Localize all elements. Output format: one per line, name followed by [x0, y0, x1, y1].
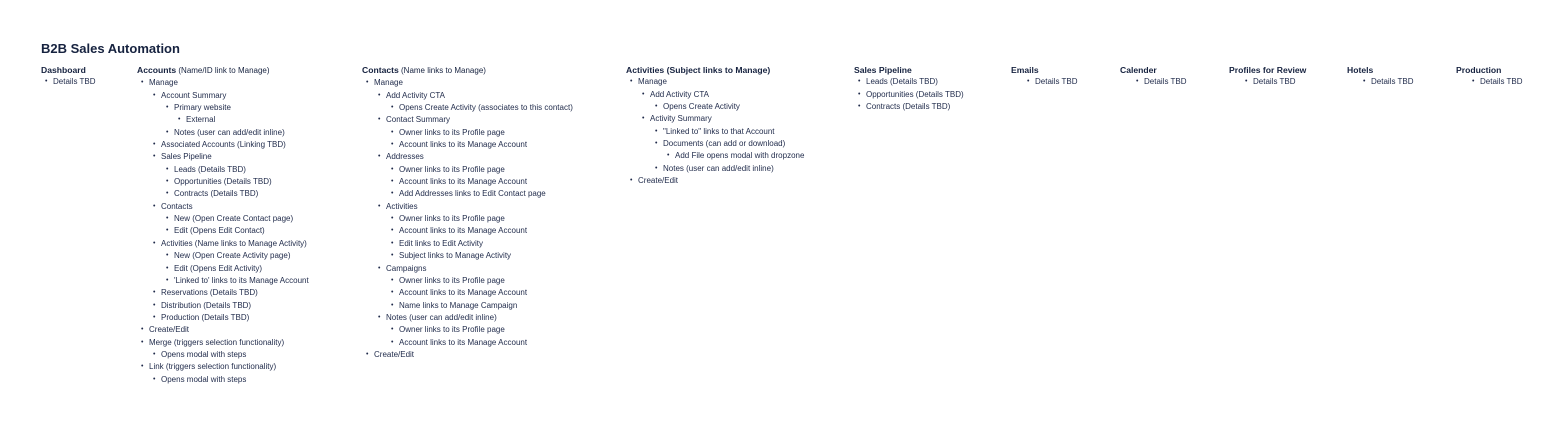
column-profiles-for-review — [1229, 64, 1306, 89]
column-contacts — [362, 64, 573, 361]
list-item: • Manage — [362, 77, 573, 89]
list-item: • Associated Accounts (Linking TBD) — [137, 139, 309, 151]
list-item: • Notes (user can add/edit inline) — [362, 312, 573, 324]
list-item: • Notes (user can add/edit inline) — [626, 163, 804, 175]
list-item: • Create/Edit — [626, 175, 804, 187]
column-heading — [41, 64, 96, 76]
column-heading — [1011, 64, 1078, 76]
column-heading — [626, 64, 804, 76]
column-calender — [1120, 64, 1187, 89]
list-item: • Subject links to Manage Activity — [362, 250, 573, 262]
list-item: • Add Activity CTA — [626, 89, 804, 101]
list-item: • Owner links to its Profile page — [362, 275, 573, 287]
list-item: • Edit (Opens Edit Activity) — [137, 263, 309, 275]
column-heading — [1456, 64, 1523, 76]
list-item: • Addresses — [362, 151, 573, 163]
list-item: • Owner links to its Profile page — [362, 213, 573, 225]
list-item: • Documents (can add or download) — [626, 138, 804, 150]
list-item: • External — [137, 114, 309, 126]
list-item: • Opens modal with steps — [137, 349, 309, 361]
list-item: • Contracts (Details TBD) — [854, 101, 964, 113]
list-item: • Account Summary — [137, 90, 309, 102]
list-item: • Create/Edit — [137, 324, 309, 336]
column-heading-text: Emails — [1011, 65, 1039, 75]
column-heading-text: Hotels — [1347, 65, 1374, 75]
list-item: • "Linked to" links to that Account — [626, 126, 804, 138]
list-item: • Details TBD — [1456, 76, 1523, 88]
list-item: • Manage — [137, 77, 309, 89]
list-item: • New (Open Create Contact page) — [137, 213, 309, 225]
list-item: • Account links to its Manage Account — [362, 337, 573, 349]
column-heading — [362, 64, 573, 77]
list-item: • Owner links to its Profile page — [362, 324, 573, 336]
list-item: • Account links to its Manage Account — [362, 176, 573, 188]
list-item: • Production (Details TBD) — [137, 312, 309, 324]
column-sales-pipeline — [854, 64, 964, 113]
list-item: • Opens Create Activity — [626, 101, 804, 113]
column-heading-text: Calender — [1120, 65, 1157, 75]
column-heading-text: Production — [1456, 65, 1502, 75]
list-item: • Owner links to its Profile page — [362, 164, 573, 176]
list-item: • Distribution (Details TBD) — [137, 300, 309, 312]
column-heading-text: Dashboard — [41, 65, 86, 75]
column-heading — [1229, 64, 1306, 76]
column-hotels — [1347, 64, 1414, 89]
column-heading — [137, 64, 309, 77]
list-item: • Leads (Details TBD) — [137, 164, 309, 176]
column-heading-note: (Name/ID link to Manage) — [176, 66, 270, 75]
list-item: • Contact Summary — [362, 114, 573, 126]
list-item: • Opens Create Activity (associates to this contact) — [362, 102, 573, 114]
list-item: • Campaigns — [362, 263, 573, 275]
list-item: • Add Addresses links to Edit Contact page — [362, 188, 573, 200]
list-item: • 'Linked to' links to its Manage Account — [137, 275, 309, 287]
list-item: • Opportunities (Details TBD) — [854, 89, 964, 101]
column-heading-text: Activities (Subject links to Manage) — [626, 65, 771, 75]
column-emails — [1011, 64, 1078, 89]
list-item: • Edit links to Edit Activity — [362, 238, 573, 250]
column-accounts — [137, 64, 309, 386]
list-item: • Details TBD — [1347, 76, 1414, 88]
list-item: • Add Activity CTA — [362, 90, 573, 102]
list-item: • Contracts (Details TBD) — [137, 188, 309, 200]
list-item: • Details TBD — [1011, 76, 1078, 88]
list-item: • Owner links to its Profile page — [362, 127, 573, 139]
list-item: • Activities (Name links to Manage Activity) — [137, 238, 309, 250]
list-item: • Account links to its Manage Account — [362, 225, 573, 237]
list-item: • Details TBD — [1229, 76, 1306, 88]
list-item: • Edit (Opens Edit Contact) — [137, 225, 309, 237]
column-heading-text: Contacts — [362, 65, 399, 75]
column-dashboard — [41, 64, 96, 89]
column-heading — [1120, 64, 1187, 76]
column-activities-subject-links-to-manage — [626, 64, 804, 187]
list-item: • Opportunities (Details TBD) — [137, 176, 309, 188]
list-item: • Manage — [626, 76, 804, 88]
list-item: • Leads (Details TBD) — [854, 76, 964, 88]
list-item: • Contacts — [137, 201, 309, 213]
list-item: • Primary website — [137, 102, 309, 114]
column-production — [1456, 64, 1523, 89]
list-item: • Notes (user can add/edit inline) — [137, 127, 309, 139]
list-item: • Create/Edit — [362, 349, 573, 361]
page-title: B2B Sales Automation — [41, 41, 180, 56]
column-heading — [854, 64, 964, 76]
list-item: • Sales Pipeline — [137, 151, 309, 163]
list-item: • Details TBD — [1120, 76, 1187, 88]
list-item: • Activity Summary — [626, 113, 804, 125]
column-heading-note: (Name links to Manage) — [398, 66, 486, 75]
column-heading-text: Accounts — [137, 65, 177, 75]
list-item: • Activities — [362, 201, 573, 213]
list-item: • Details TBD — [41, 76, 96, 88]
column-heading-text: Profiles for Review — [1229, 65, 1307, 75]
column-heading-text: Sales Pipeline — [854, 65, 912, 75]
list-item: • Account links to its Manage Account — [362, 139, 573, 151]
list-item: • Merge (triggers selection functionality) — [137, 337, 309, 349]
list-item: • Name links to Manage Campaign — [362, 300, 573, 312]
list-item: • Account links to its Manage Account — [362, 287, 573, 299]
list-item: • Reservations (Details TBD) — [137, 287, 309, 299]
list-item: • New (Open Create Activity page) — [137, 250, 309, 262]
list-item: • Link (triggers selection functionality) — [137, 361, 309, 373]
column-heading — [1347, 64, 1414, 76]
list-item: • Add File opens modal with dropzone — [626, 150, 804, 162]
list-item: • Opens modal with steps — [137, 374, 309, 386]
